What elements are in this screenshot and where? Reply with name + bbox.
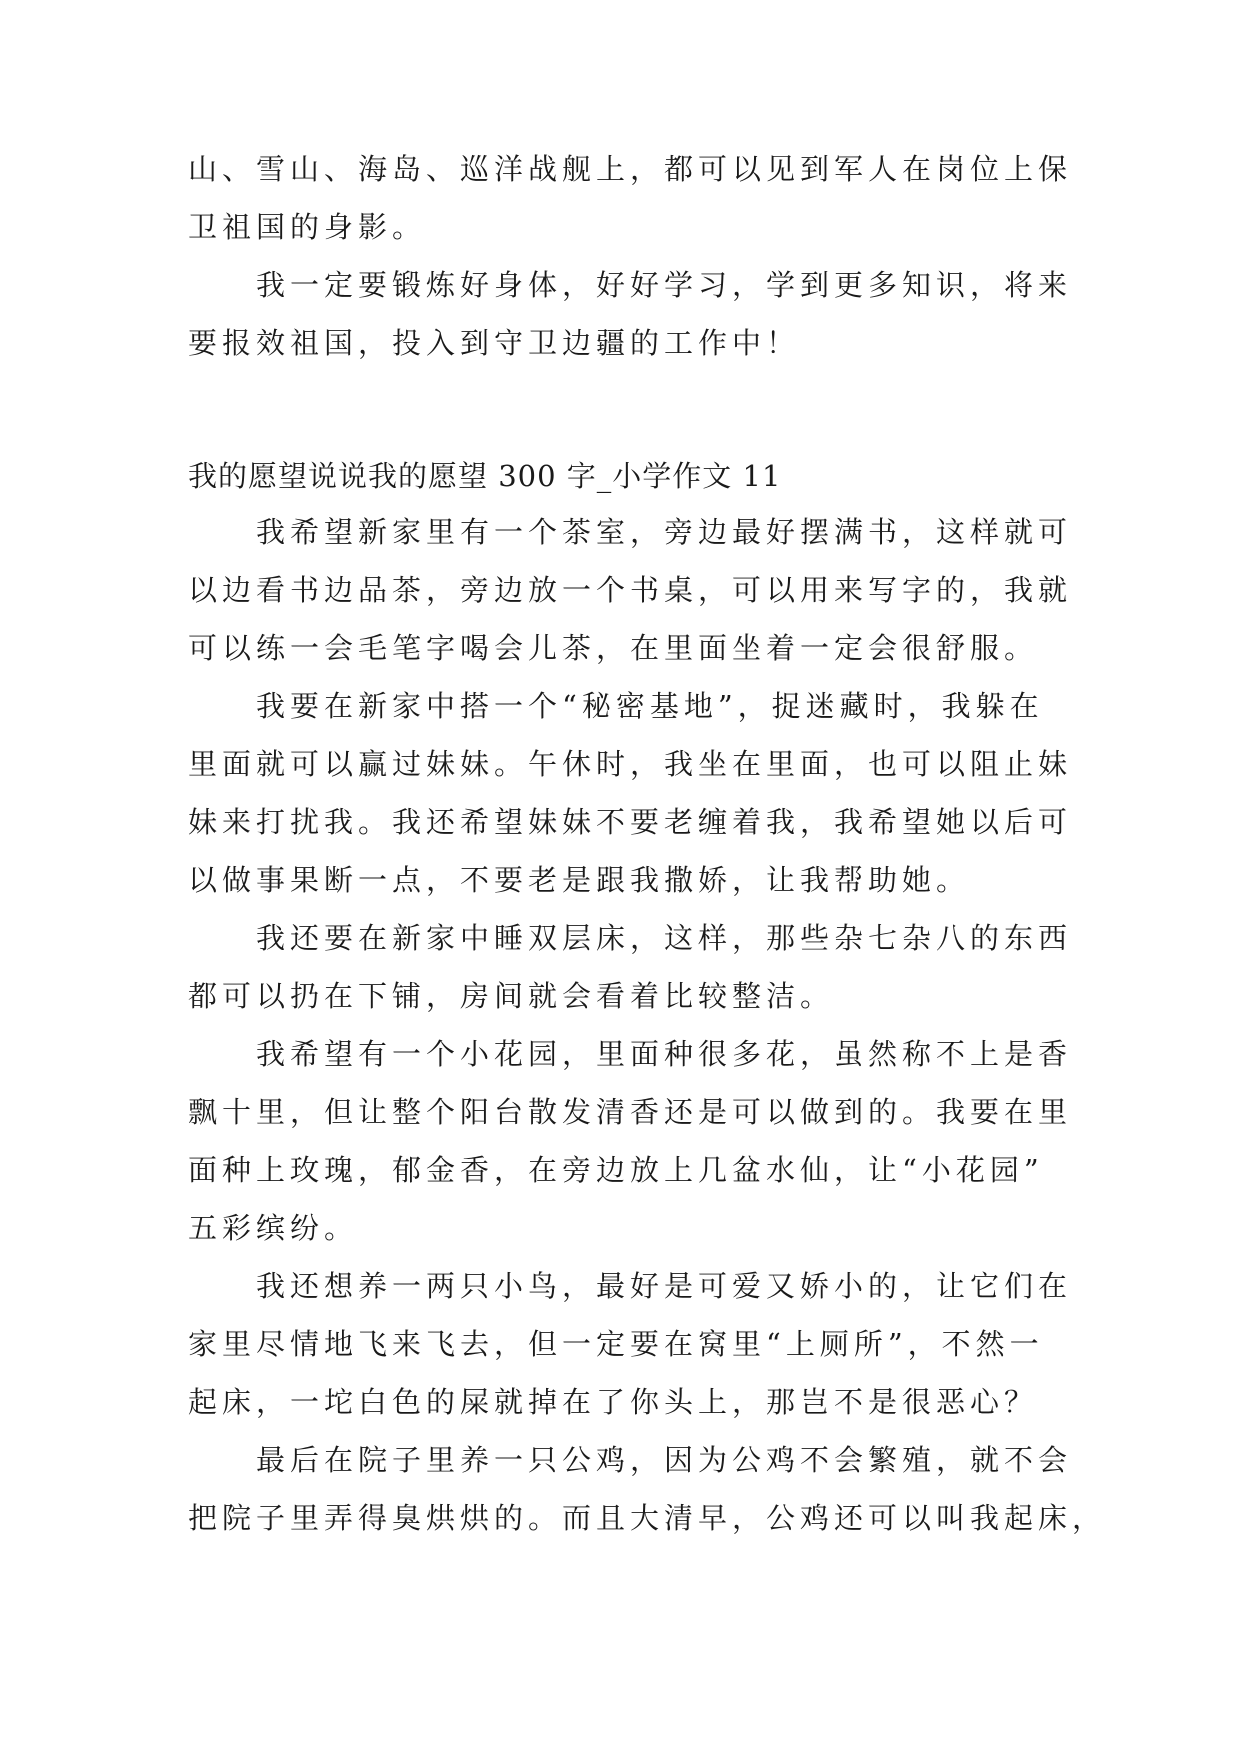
text-line: 我一定要锻炼好身体，好好学习，学到更多知识，将来 xyxy=(256,268,1073,302)
text-line: 可以练一会毛笔字喝会儿茶，在里面坐着一定会很舒服。 xyxy=(188,631,1039,665)
text-line: 妹来打扰我。我还希望妹妹不要老缠着我，我希望她以后可 xyxy=(188,805,1073,839)
text-line: 以边看书边品茶，旁边放一个书桌，可以用来写字的，我就 xyxy=(188,573,1073,607)
text-line: 我希望有一个小花园，里面种很多花，虽然称不上是香 xyxy=(256,1037,1073,1071)
text-line: 以做事果断一点，不要老是跟我撒娇，让我帮助她。 xyxy=(188,863,971,897)
previous-essay-ending xyxy=(188,140,1073,372)
text-line: 我还想养一两只小鸟，最好是可爱又娇小的，让它们在 xyxy=(256,1269,1073,1303)
text-line: 要报效祖国，投入到守卫边疆的工作中！ xyxy=(188,326,801,360)
text-line: 家里尽情地飞来飞去，但一定要在窝里“上厕所”，不然一 xyxy=(188,1327,1044,1361)
text-line: 把院子里弄得臭烘烘的。而且大清早，公鸡还可以叫我起床， xyxy=(188,1501,1107,1535)
text-line: 面种上玫瑰，郁金香，在旁边放上几盆水仙，让“小花园” xyxy=(188,1153,1044,1187)
text-line: 里面就可以赢过妹妹。午休时，我坐在里面，也可以阻止妹 xyxy=(188,747,1073,781)
text-line: 山、雪山、海岛、巡洋战舰上，都可以见到军人在岗位上保 xyxy=(188,152,1073,186)
text-line: 我还要在新家中睡双层床，这样，那些杂七杂八的东西 xyxy=(256,921,1073,955)
text-line: 飘十里，但让整个阳台散发清香还是可以做到的。我要在里 xyxy=(188,1095,1073,1129)
text-line: 五彩缤纷。 xyxy=(188,1211,359,1245)
text-line: 都可以扔在下铺，房间就会看着比较整洁。 xyxy=(188,979,835,1013)
article-title: 我的愿望说说我的愿望 300 字_小学作文 11 xyxy=(188,459,782,493)
article-body xyxy=(188,453,1107,1547)
text-line: 最后在院子里养一只公鸡，因为公鸡不会繁殖，就不会 xyxy=(256,1443,1073,1477)
text-line: 卫祖国的身影。 xyxy=(188,210,427,244)
text-line: 我要在新家中搭一个“秘密基地”，捉迷藏时，我躲在 xyxy=(256,689,1044,723)
text-line: 起床，一坨白色的屎就掉在了你头上，那岂不是很恶心？ xyxy=(188,1385,1039,1419)
text-line: 我希望新家里有一个茶室，旁边最好摆满书，这样就可 xyxy=(256,515,1073,549)
